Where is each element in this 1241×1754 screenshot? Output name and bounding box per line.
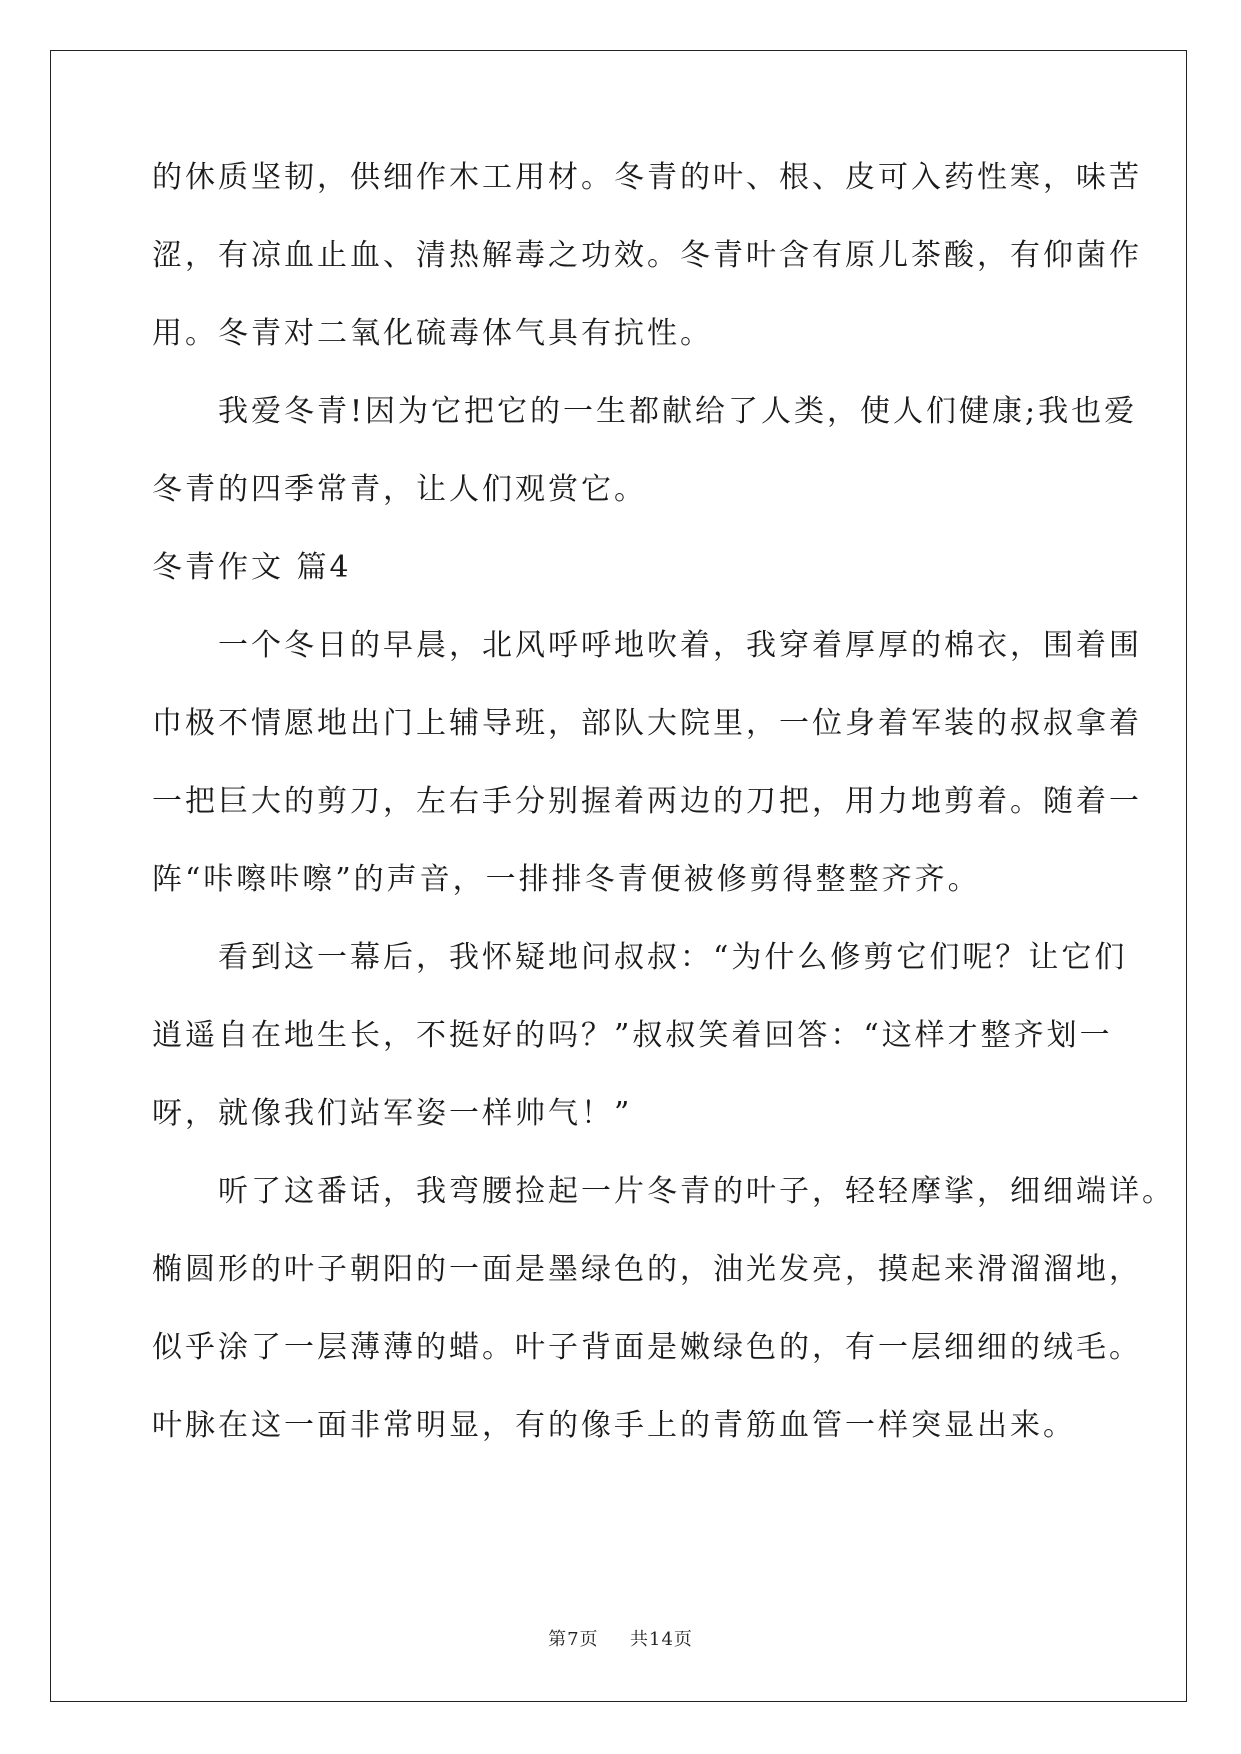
- page-number: 第7页: [548, 1629, 599, 1650]
- document-body: [152, 160, 1175, 1444]
- text-line: 看到这一幕后，我怀疑地问叔叔：“为什么修剪它们呢？让它们: [152, 940, 1128, 975]
- page-total: 共14页: [630, 1629, 693, 1650]
- text-line: 椭圆形的叶子朝阳的一面是墨绿色的，油光发亮，摸起来滑溜溜地，: [152, 1252, 1142, 1287]
- text-line: 呀，就像我们站军姿一样帅气！”: [152, 1096, 633, 1131]
- text-line: 听了这番话，我弯腰捡起一片冬青的叶子，轻轻摩挲，细细端详。: [152, 1174, 1175, 1209]
- page-footer: [0, 1625, 1241, 1651]
- text-line: 一把巨大的剪刀，左右手分别握着两边的刀把，用力地剪着。随着一: [152, 784, 1142, 819]
- text-line: 一个冬日的早晨，北风呼呼地吹着，我穿着厚厚的棉衣，围着围: [152, 628, 1142, 663]
- text-line: 我爱冬青!因为它把它的一生都献给了人类，使人们健康;我也爱: [152, 394, 1138, 429]
- text-line: 涩，有凉血止血、清热解毒之功效。冬青叶含有原儿茶酸，有仰菌作: [152, 238, 1142, 273]
- text-line: 逍遥自在地生长，不挺好的吗？”叔叔笑着回答：“这样才整齐划一: [152, 1018, 1113, 1053]
- text-line: 的休质坚韧，供细作木工用材。冬青的叶、根、皮可入药性寒，味苦: [152, 160, 1142, 195]
- text-line: 巾极不情愿地出门上辅导班，部队大院里，一位身着军装的叔叔拿着: [152, 706, 1142, 741]
- text-line: 阵“咔嚓咔嚓”的声音，一排排冬青便被修剪得整整齐齐。: [152, 862, 981, 897]
- text-line: 冬青的四季常青，让人们观赏它。: [152, 472, 647, 507]
- text-line: 用。冬青对二氧化硫毒体气具有抗性。: [152, 316, 713, 351]
- text-line: 叶脉在这一面非常明显，有的像手上的青筋血管一样突显出来。: [152, 1408, 1076, 1443]
- text-line: 似乎涂了一层薄薄的蜡。叶子背面是嫩绿色的，有一层细细的绒毛。: [152, 1330, 1142, 1365]
- section-heading: 冬青作文 篇4: [152, 550, 352, 585]
